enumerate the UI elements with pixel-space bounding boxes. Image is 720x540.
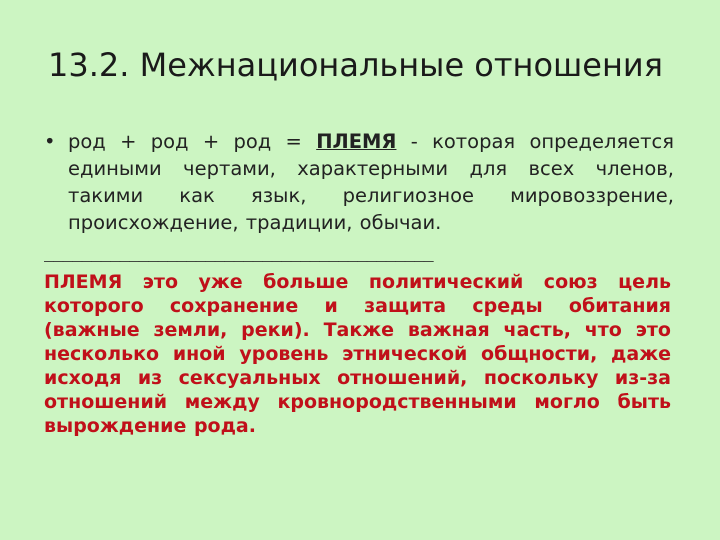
red-line-7: вырождение рода. xyxy=(44,415,256,437)
bullet-block xyxy=(44,128,674,236)
bullet-text xyxy=(68,128,674,236)
bullet-marker: • xyxy=(44,130,56,153)
bullet-item xyxy=(44,128,674,236)
red-paragraph xyxy=(44,270,671,438)
red-line-4: несколько иной уровень этнической общности, даже xyxy=(44,343,671,365)
red-line-6: отношений между кровнородственными могло быть xyxy=(44,391,671,413)
bullet-line-2: едиными чертами, характерными для всех членов, xyxy=(68,157,674,180)
red-line-2: которого сохранение и защита среды обитания xyxy=(44,295,671,317)
red-line-1: ПЛЕМЯ это уже больше политический союз цель xyxy=(44,271,671,293)
red-line-5: исходя из сексуальных отношений, поскольку из-за xyxy=(44,367,671,389)
bullet-prefix: род + род + род = xyxy=(68,130,317,153)
divider-line: _________________________________________ xyxy=(44,242,434,262)
slide-title: 13.2. Межнациональные отношения xyxy=(48,46,663,84)
bullet-line-3: такими как язык, религиозное мировоззрение, xyxy=(68,184,674,207)
bullet-line-4: происхождение, традиции, обычаи. xyxy=(68,211,442,234)
bullet-keyword: ПЛЕМЯ xyxy=(316,130,397,153)
bullet-line-1-rest: - которая определяется xyxy=(396,130,674,153)
bullet-line-1 xyxy=(68,128,674,155)
red-line-3: (важные земли, реки). Также важная часть, что это xyxy=(44,319,671,341)
